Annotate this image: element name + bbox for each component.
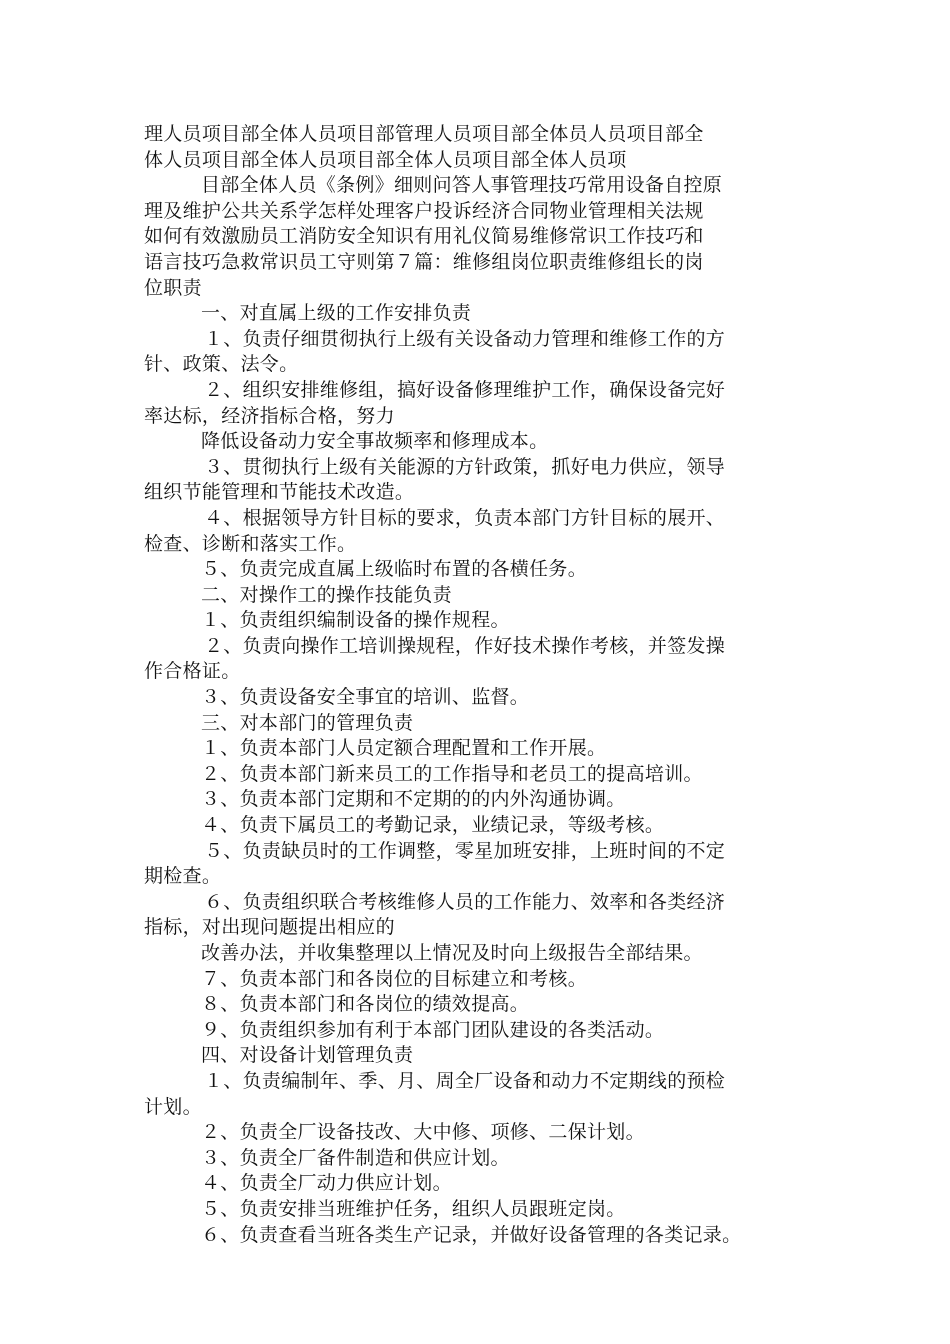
text-line: ５、负责安排当班维护任务，组织人员跟班定岗。 bbox=[201, 1197, 626, 1220]
text-line: 理人员项目部全体人员项目部管理人员项目部全体员人员项目部全 bbox=[144, 123, 704, 145]
text-line: 检查、诊断和落实工作。 bbox=[144, 532, 357, 555]
text-line: 位职责 bbox=[144, 276, 202, 299]
text-line: 理及维护公共关系学怎样处理客户投诉经济合同物业管理相关法规 bbox=[144, 199, 704, 222]
document-body bbox=[144, 122, 824, 1248]
text-line: 改善办法，并收集整理以上情况及时向上级报告全部结果。 bbox=[201, 942, 703, 964]
text-line: 针、政策、法令。 bbox=[144, 353, 299, 376]
text-line: １、负责组织编制设备的操作规程。 bbox=[201, 609, 510, 632]
text-line: ５、负责完成直属上级临时布置的各横任务。 bbox=[201, 558, 588, 581]
text-line: ４、负责下属员工的考勤记录，业绩记录，等级考核。 bbox=[201, 814, 665, 837]
text-line: 作合格证。 bbox=[144, 660, 241, 683]
text-line: ５、负责缺员时的工作调整，零星加班安排，上班时间的不定 bbox=[204, 839, 726, 862]
text-line: ３、负责全厂备件制造和供应计划。 bbox=[201, 1146, 510, 1169]
text-line: 一、对直属上级的工作安排负责 bbox=[201, 302, 472, 325]
text-line: 如何有效激励员工消防安全知识有用礼仪简易维修常识工作技巧和 bbox=[144, 225, 704, 248]
text-line: ３、负责设备安全事宜的培训、监督。 bbox=[201, 686, 530, 709]
text-line: 计划。 bbox=[144, 1095, 202, 1118]
text-line: １、负责编制年、季、月、周全厂设备和动力不定期线的预检 bbox=[204, 1069, 726, 1092]
text-line: ８、负责本部门和各岗位的绩效提高。 bbox=[201, 993, 530, 1016]
text-line: 语言技巧急救常识员工守则第７篇：维修组岗位职责维修组长的岗 bbox=[144, 250, 704, 273]
text-line: ２、组织安排维修组，搞好设备修理维护工作，确保设备完好 bbox=[204, 378, 726, 401]
text-line: 指标，对出现问题提出相应的 bbox=[144, 916, 395, 939]
text-line: 期检查。 bbox=[144, 865, 222, 888]
text-line: 目部全体人员《条例》细则问答人事管理技巧常用设备自控原 bbox=[201, 174, 723, 197]
text-line: ３、贯彻执行上级有关能源的方针政策，抓好电力供应，领导 bbox=[204, 455, 726, 478]
text-line: 二、对操作工的操作技能负责 bbox=[201, 583, 452, 606]
text-line: ４、根据领导方针目标的要求，负责本部门方针目标的展开、 bbox=[204, 506, 726, 529]
text-line: １、负责仔细贯彻执行上级有关设备动力管理和维修工作的方 bbox=[204, 327, 726, 350]
text-line: ４、负责全厂动力供应计划。 bbox=[201, 1172, 452, 1195]
text-line: ２、负责向操作工培训操规程，作好技术操作考核，并签发操 bbox=[204, 634, 726, 657]
text-line: ２、负责全厂设备技改、大中修、项修、二保计划。 bbox=[201, 1121, 645, 1144]
text-line: ６、负责组织联合考核维修人员的工作能力、效率和各类经济 bbox=[204, 890, 726, 913]
text-line: 降低设备动力安全事故频率和修理成本。 bbox=[201, 430, 549, 453]
text-line: ９、负责组织参加有利于本部门团队建设的各类活动。 bbox=[201, 1018, 665, 1041]
text-line: １、负责本部门人员定额合理配置和工作开展。 bbox=[201, 737, 607, 760]
text-line: ３、负责本部门定期和不定期的的内外沟通协调。 bbox=[201, 788, 626, 811]
text-line: 体人员项目部全体人员项目部全体人员项目部全体人员项 bbox=[144, 148, 627, 171]
text-line: 三、对本部门的管理负责 bbox=[201, 711, 414, 734]
text-line: 率达标，经济指标合格，努力 bbox=[144, 404, 395, 427]
text-line: 四、对设备计划管理负责 bbox=[201, 1044, 414, 1067]
text-line: ２、负责本部门新来员工的工作指导和老员工的提高培训。 bbox=[201, 762, 703, 785]
text-line: ７、负责本部门和各岗位的目标建立和考核。 bbox=[201, 967, 588, 990]
text-line: 组织节能管理和节能技术改造。 bbox=[144, 481, 415, 504]
text-line: ６、负责查看当班各类生产记录，并做好设备管理的各类记录。 bbox=[201, 1223, 742, 1246]
